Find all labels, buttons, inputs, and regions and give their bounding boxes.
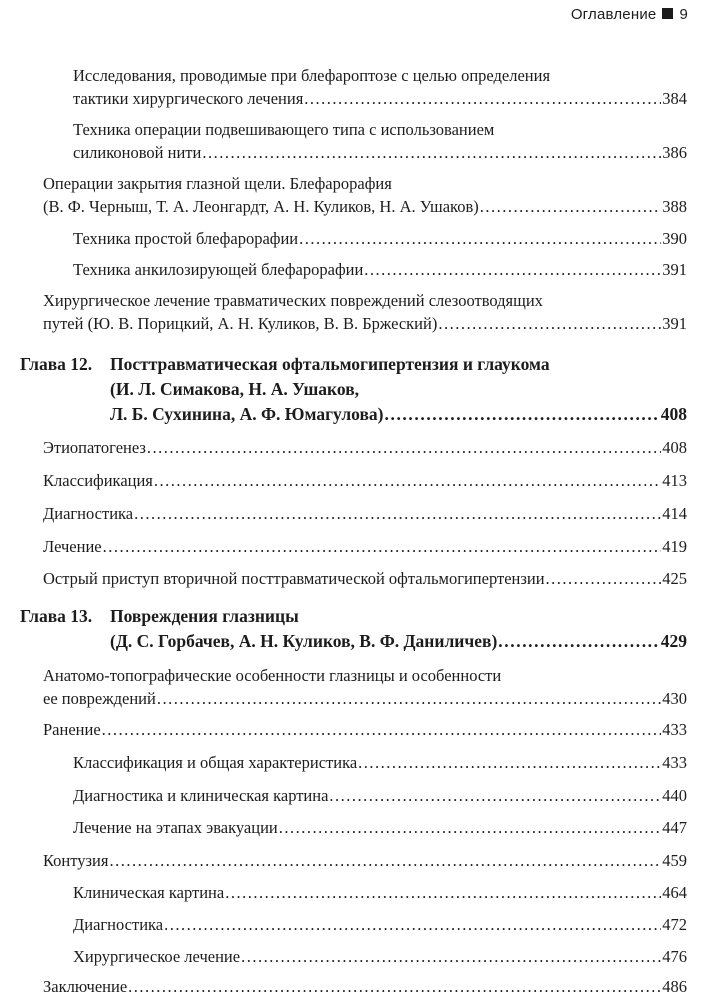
chapter-page-number: 429 bbox=[660, 631, 687, 651]
leader-dots bbox=[164, 913, 661, 936]
chapter-title-line: Повреждения глазницы bbox=[110, 606, 299, 626]
leader-dots bbox=[154, 469, 661, 492]
toc-entry[interactable] bbox=[73, 118, 687, 164]
toc-entry-page-number: 464 bbox=[662, 883, 687, 902]
running-head-section: Оглавление bbox=[570, 6, 657, 23]
toc-entry[interactable] bbox=[73, 913, 687, 936]
leader-dots bbox=[279, 816, 662, 839]
leader-dots bbox=[128, 975, 661, 998]
toc-entry-page-number: 386 bbox=[662, 143, 687, 162]
leader-dots bbox=[147, 436, 661, 459]
toc-entry-title-line: Диагностика bbox=[43, 504, 134, 523]
leader-dots bbox=[299, 227, 661, 250]
toc-entry-page-number: 486 bbox=[662, 977, 687, 996]
toc-entry-page-number: 390 bbox=[662, 229, 687, 248]
toc-entry-title-line: Клиническая картина bbox=[73, 883, 225, 902]
toc-entry-title-line: Заключение bbox=[43, 977, 128, 996]
leader-dots bbox=[157, 687, 661, 710]
leader-dots bbox=[438, 312, 661, 335]
leader-dots bbox=[329, 784, 661, 807]
toc-entry-page-number: 408 bbox=[662, 438, 687, 457]
toc-entry[interactable] bbox=[43, 172, 687, 218]
toc-entry-title-line: тактики хирургического лечения bbox=[73, 89, 304, 108]
leader-dots bbox=[498, 629, 659, 654]
toc-entry[interactable] bbox=[43, 567, 687, 590]
toc-entry[interactable] bbox=[43, 718, 687, 741]
toc-entry-title-line: Классификация и общая характеристика bbox=[73, 753, 358, 772]
toc-entry-title-line: Ранение bbox=[43, 720, 101, 739]
toc-entry[interactable] bbox=[73, 945, 687, 968]
toc-entry-page-number: 472 bbox=[662, 915, 687, 934]
toc-entry[interactable] bbox=[43, 436, 687, 459]
toc-entry-title-line: Хирургическое лечение bbox=[73, 947, 241, 966]
toc-entry[interactable] bbox=[43, 289, 687, 335]
toc-entry[interactable] bbox=[43, 502, 687, 525]
toc-entry-title-line: Контузия bbox=[43, 851, 109, 870]
toc-entry-page-number: 440 bbox=[662, 786, 687, 805]
toc-entry-title-line: Классификация bbox=[43, 471, 153, 490]
toc-entry-page-number: 388 bbox=[662, 197, 687, 216]
toc-entry-page-number: 459 bbox=[662, 851, 687, 870]
toc-entry[interactable] bbox=[73, 258, 687, 281]
toc-entry-page-number: 419 bbox=[662, 537, 687, 556]
toc-entry-title-line: Острый приступ вторичной посттравматической офтальмогипертензии bbox=[43, 569, 545, 588]
toc-entry-title-line: Исследования, проводимые при блефароптозе с целью определения bbox=[73, 66, 551, 85]
toc-entry[interactable] bbox=[73, 784, 687, 807]
toc-entry[interactable] bbox=[73, 816, 687, 839]
toc-entry[interactable] bbox=[73, 751, 687, 774]
leader-dots bbox=[480, 195, 662, 218]
leader-dots bbox=[202, 141, 661, 164]
toc-entry-page-number: 447 bbox=[662, 818, 687, 837]
toc-entry-page-number: 433 bbox=[662, 720, 687, 739]
toc-entry-title-line: Техника простой блефарорафии bbox=[73, 229, 299, 248]
toc-entry[interactable] bbox=[43, 849, 687, 872]
toc-entry-title-line: Диагностика bbox=[73, 915, 164, 934]
toc-entry-page-number: 391 bbox=[662, 260, 687, 279]
toc-entry-page-number: 430 bbox=[662, 689, 687, 708]
toc-entry-page-number: 413 bbox=[662, 471, 687, 490]
leader-dots bbox=[364, 258, 661, 281]
toc-entry-title-line: силиконовой нити bbox=[73, 143, 202, 162]
leader-dots bbox=[385, 402, 660, 427]
toc-entry-title-line: ее повреждений bbox=[43, 689, 156, 708]
toc-entry-title-line: Этиопатогенез bbox=[43, 438, 146, 457]
chapter-title-line: (Д. С. Горбачев, А. Н. Куликов, В. Ф. Даниличев) bbox=[110, 631, 498, 651]
chapter-13-heading[interactable] bbox=[20, 604, 687, 654]
toc-entry-title-line: Техника анкилозирующей блефарорафии bbox=[73, 260, 364, 279]
toc-entry-title-line: Техника операции подвешивающего типа с использованием bbox=[73, 120, 495, 139]
leader-dots bbox=[358, 751, 661, 774]
toc-entry[interactable] bbox=[43, 469, 687, 492]
leader-dots bbox=[134, 502, 661, 525]
chapter-label: Глава 12. bbox=[20, 354, 93, 374]
running-head-page-number: 9 bbox=[679, 6, 688, 23]
toc-entry-title-line: Диагностика и клиническая картина bbox=[73, 786, 329, 805]
toc-entry-page-number: 425 bbox=[662, 569, 687, 588]
leader-dots bbox=[241, 945, 661, 968]
toc-entry-title-line: путей (Ю. В. Порицкий, А. Н. Куликов, В. В. Бржеский) bbox=[43, 314, 438, 333]
toc-entry[interactable] bbox=[73, 64, 687, 110]
chapter-12-heading[interactable] bbox=[20, 352, 687, 427]
leader-dots bbox=[225, 881, 661, 904]
toc-entry-page-number: 476 bbox=[662, 947, 687, 966]
toc-entry-page-number: 414 bbox=[662, 504, 687, 523]
chapter-title-line: Посттравматическая офтальмогипертензия и глаукома bbox=[110, 354, 550, 374]
toc-entry[interactable] bbox=[43, 664, 687, 710]
toc-entry-title-line: (В. Ф. Черныш, Т. А. Леонгардт, А. Н. Куликов, Н. А. Ушаков) bbox=[43, 197, 479, 216]
toc-entry-title-line: Хирургическое лечение травматических повреждений слезоотводящих bbox=[43, 291, 543, 310]
toc-entry-page-number: 384 bbox=[662, 89, 687, 108]
toc-entry-title-line: Лечение bbox=[43, 537, 102, 556]
chapter-label: Глава 13. bbox=[20, 606, 93, 626]
leader-dots bbox=[109, 849, 661, 872]
toc-entry-page-number: 391 bbox=[662, 314, 687, 333]
toc-entry[interactable] bbox=[73, 227, 687, 250]
toc-entry[interactable] bbox=[43, 975, 687, 998]
toc-entry-title-line: Операции закрытия глазной щели. Блефарорафия bbox=[43, 174, 392, 193]
toc-entry-title-line: Анатомо-топографические особенности глазницы и особенности bbox=[43, 666, 502, 685]
chapter-title-line: Л. Б. Сухинина, А. Ф. Юмагулова) bbox=[110, 404, 384, 424]
chapter-page-number: 408 bbox=[660, 404, 687, 424]
toc-entry-title-line: Лечение на этапах эвакуации bbox=[73, 818, 278, 837]
toc-entry[interactable] bbox=[43, 535, 687, 558]
toc-entry-page-number: 433 bbox=[662, 753, 687, 772]
leader-dots bbox=[304, 87, 661, 110]
toc-entry[interactable] bbox=[73, 881, 687, 904]
chapter-title-line: (И. Л. Симакова, Н. А. Ушаков, bbox=[110, 379, 360, 399]
leader-dots bbox=[546, 567, 662, 590]
leader-dots bbox=[103, 535, 662, 558]
leader-dots bbox=[102, 718, 662, 741]
